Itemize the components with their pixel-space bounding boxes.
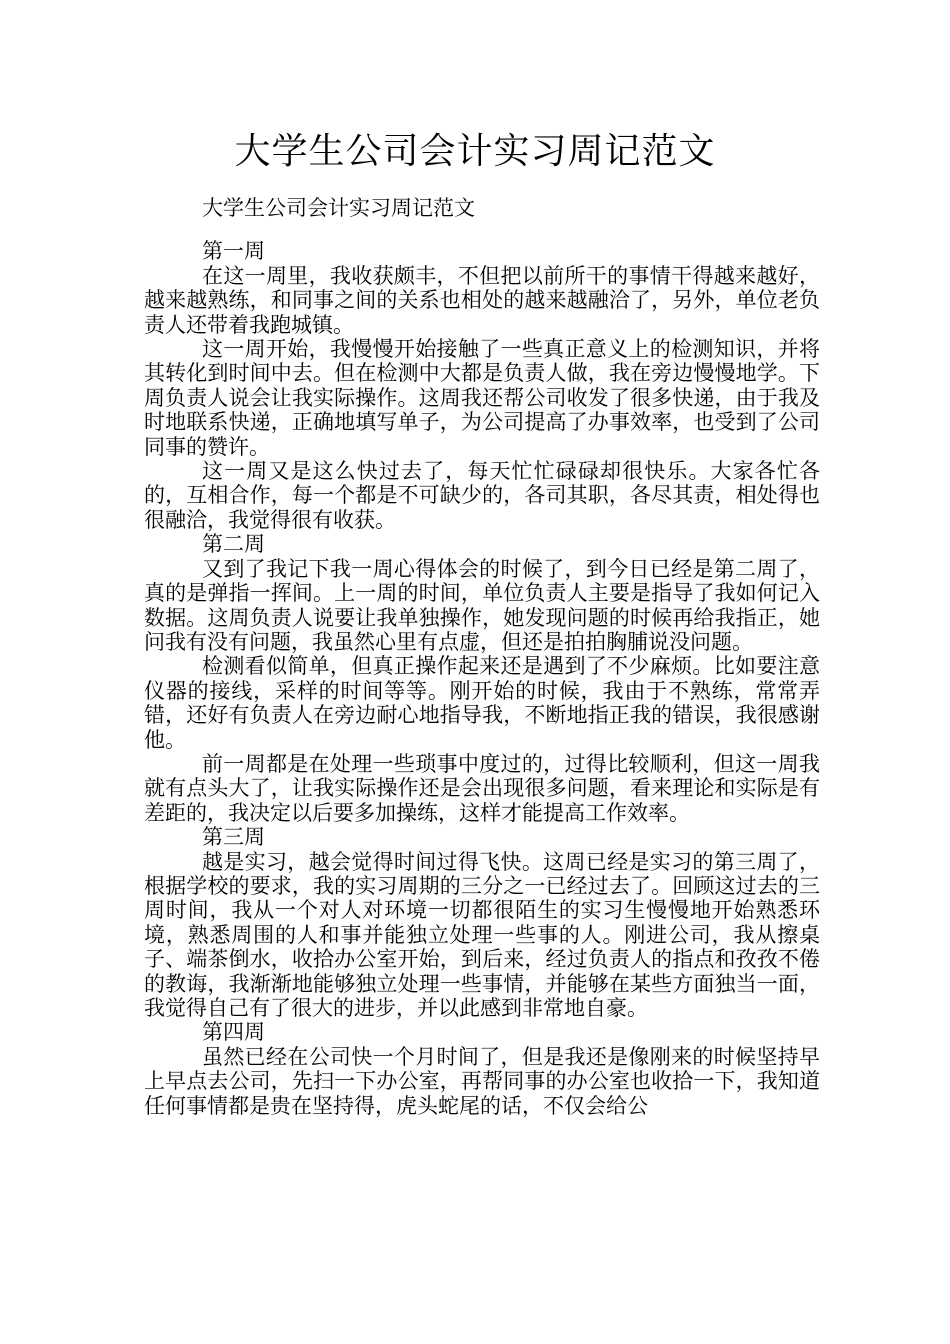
paragraph: 又到了我记下我一周心得体会的时候了，到今日已经是第二周了，真的是弹指一挥间。上一周的时间，单位负责人主要是指导了我如何记入数据。这周负责人说要让我单独操作，她发现问题的时候再给我指正，她问我有没有问题，我虽然心里有点虚，但还是拍拍胸脯说没问题。 [144,556,820,654]
document-subtitle: 大学生公司会计实习周记范文 [202,196,475,220]
section-heading-week-1: 第一周 [202,239,265,264]
paragraph: 这一周又是这么快过去了，每天忙忙碌碌却很快乐。大家各忙各的，互相合作，每一个都是不可缺少的，各司其职，各尽其责，相处得也很融洽，我觉得很有收获。 [144,459,820,532]
paragraph: 前一周都是在处理一些琐事中度过的，过得比较顺利，但这一周我就有点头大了，让我实际操作还是会出现很多问题，看来理论和实际是有差距的，我决定以后要多加操练，这样才能提高工作效率。 [144,751,820,825]
paragraph: 检测看似简单，但真正操作起来还是遇到了不少麻烦。比如要注意仪器的接线，采样的时间等等。刚开始的时候，我由于不熟练，常常弄错，还好有负责人在旁边耐心地指导我，不断地指正我的错误，我很感谢他。 [144,654,820,752]
paragraph: 越是实习，越会觉得时间过得飞快。这周已经是实习的第三周了，根据学校的要求，我的实习周期的三分之一已经过去了。回顾这过去的三周时间，我从一个对人对环境一切都很陌生的实习生慢慢地开始熟悉环境，熟悉周围的人和事并能独立处理一些事的人。刚进公司，我从擦桌子、端茶倒水，收拾办公室开始，到后来，经过负责人的指点和孜孜不倦的教诲，我渐渐地能够独立处理一些事情，并能够在某些方面独当一面，我觉得自己有了很大的进步，并以此感到非常地自豪。 [144,849,820,1020]
section-heading-week-2: 第二周 [202,532,265,557]
section-heading-week-3: 第三周 [202,825,265,850]
paragraph: 这一周开始，我慢慢开始接触了一些真正意义上的检测知识，并将其转化到时间中去。但在检测中大都是负责人做，我在旁边慢慢地学。下周负责人说会让我实际操作。这周我还帮公司收发了很多快递，由于我及时地联系快递，正确地填写单子，为公司提高了办事效率，也受到了公司同事的赞许。 [144,337,820,459]
document-title: 大学生公司会计实习周记范文 [234,131,716,172]
paragraph: 虽然已经在公司快一个月时间了，但是我还是像刚来的时候坚持早上早点去公司，先扫一下办公室，再帮同事的办公室也收拾一下，我知道任何事情都是贵在坚持得，虎头蛇尾的话，不仅会给公 [144,1044,820,1118]
section-heading-week-4: 第四周 [202,1020,265,1045]
paragraph: 在这一周里，我收获颇丰，不但把以前所干的事情干得越来越好，越来越熟练，和同事之间的关系也相处的越来越融洽了，另外，单位老负责人还带着我跑城镇。 [144,263,820,337]
document-body [144,196,820,1118]
